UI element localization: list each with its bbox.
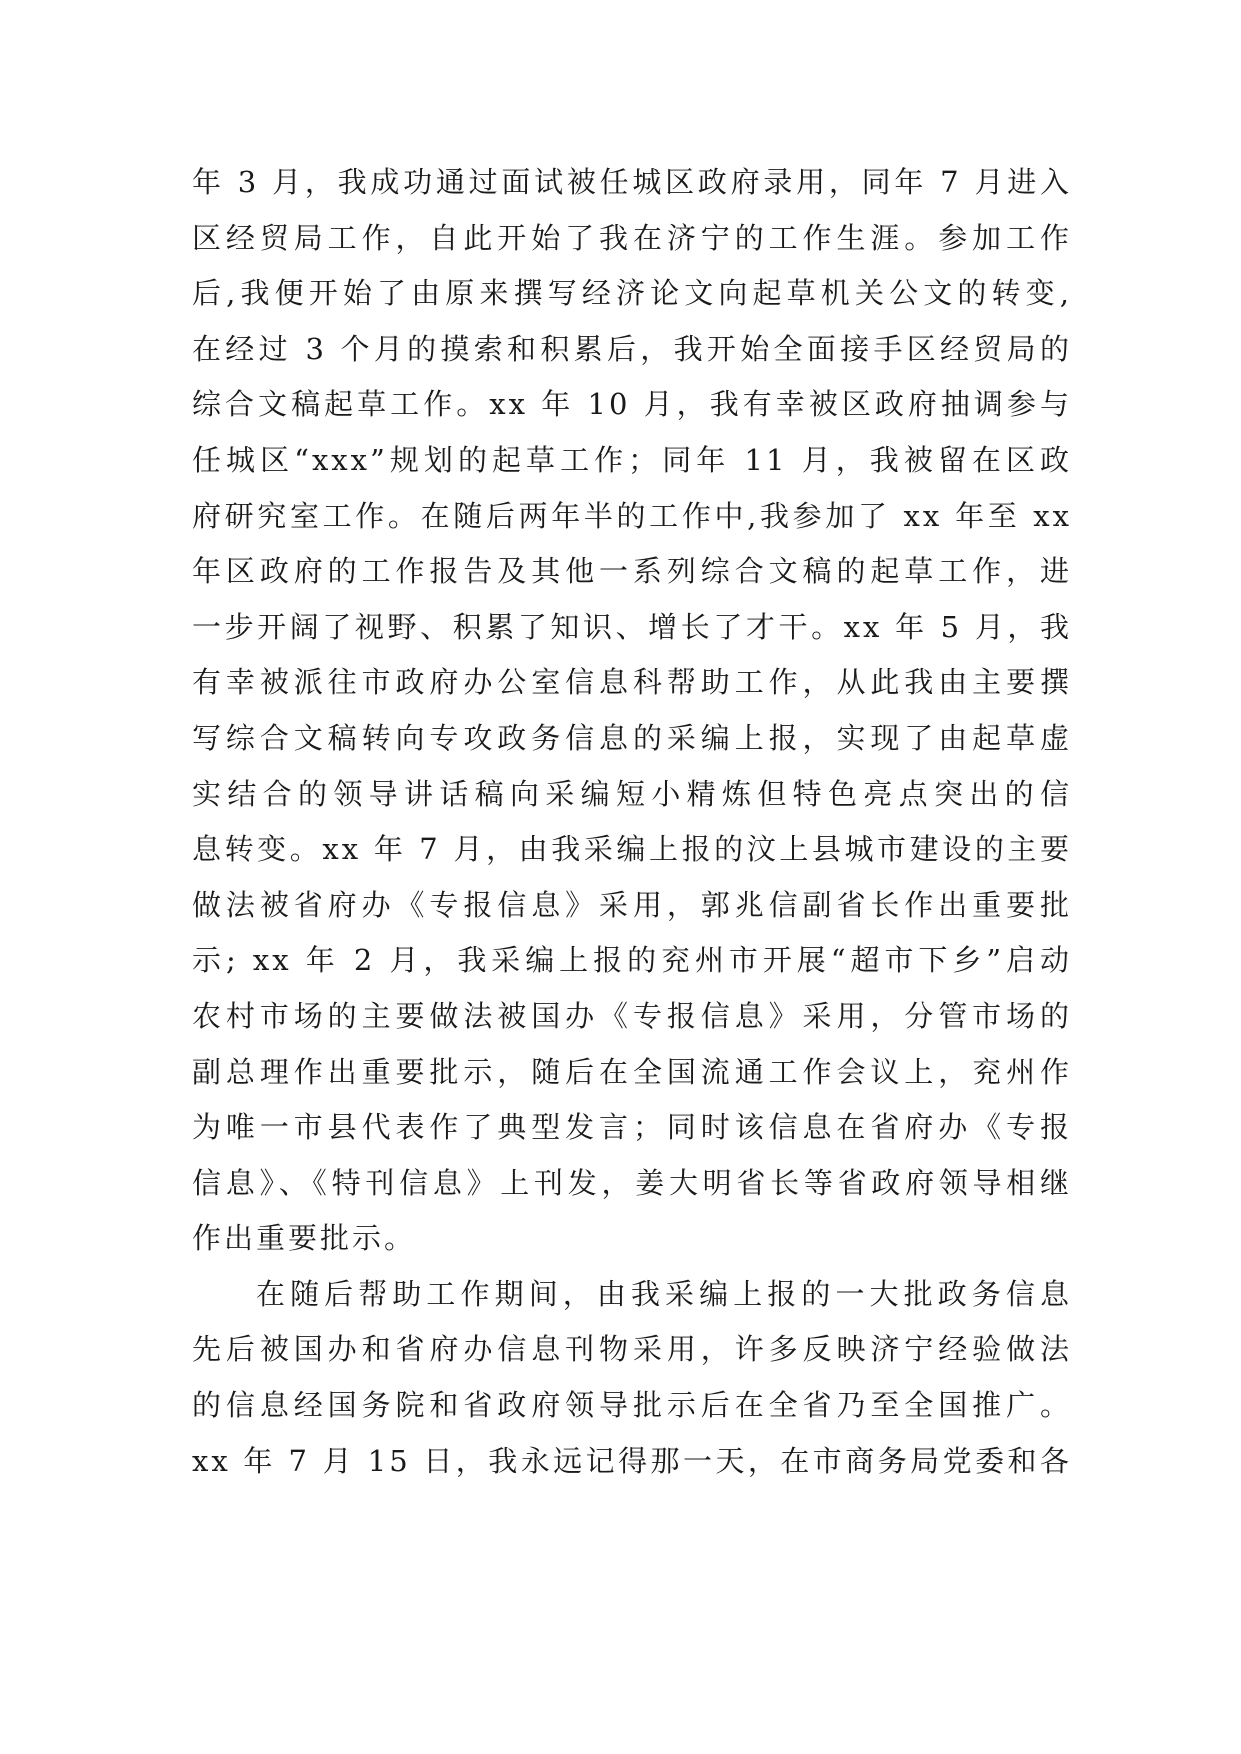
paragraph-first-line: 在随后帮助工作期间，由我采编上报的一大批政务信息 [256, 1276, 1072, 1311]
text-line: 综合文稿起草工作。xx 年 10 月，我有幸被区政府抽调参与 [192, 387, 1072, 422]
text-line: 一步开阔了视野、积累了知识、增长了才干。xx 年 5 月，我 [192, 609, 1072, 644]
text-line: 息转变。xx 年 7 月，由我采编上报的汶上县城市建设的主要 [192, 832, 1072, 867]
text-line: xx 年 7 月 15 日，我永远记得那一天，在市商务局党委和各 [192, 1443, 1072, 1478]
text-line: 示; xx 年 2 月，我采编上报的兖州市开展“超市下乡”启动 [192, 943, 1072, 978]
text-line: 年 3 月，我成功通过面试被任城区政府录用，同年 7 月进入 [192, 165, 1072, 199]
text-line: 先后被国办和省府办信息刊物采用，许多反映济宁经验做法 [192, 1332, 1072, 1367]
text-line: 农村市场的主要做法被国办《专报信息》采用，分管市场的 [192, 998, 1072, 1033]
text-line: 的信息经国务院和省政府领导批示后在全省乃至全国推广。 [192, 1388, 1072, 1423]
text-line: 为唯一市县代表作了典型发言；同时该信息在省府办《专报 [192, 1110, 1072, 1145]
text-line: 区经贸局工作，自此开始了我在济宁的工作生涯。参加工作 [192, 220, 1072, 255]
text-line: 年区政府的工作报告及其他一系列综合文稿的起草工作，进 [192, 554, 1072, 589]
text-line: 写综合文稿转向专攻政务信息的采编上报，实现了由起草虚 [192, 720, 1072, 755]
text-line: 副总理作出重要批示，随后在全国流通工作会议上，兖州作 [192, 1054, 1072, 1089]
text-line: 做法被省府办《专报信息》采用，郭兆信副省长作出重要批 [192, 887, 1072, 922]
text-line: 实结合的领导讲话稿向采编短小精炼但特色亮点突出的信 [192, 776, 1072, 811]
text-line: 在经过 3 个月的摸索和积累后，我开始全面接手区经贸局的 [192, 331, 1072, 366]
text-line: 任城区“xxx”规划的起草工作；同年 11 月，我被留在区政 [192, 442, 1072, 477]
text-line: 后,我便开始了由原来撰写经济论文向起草机关公文的转变, [192, 276, 1072, 311]
text-line: 信息》、《特刊信息》上刊发，姜大明省长等省政府领导相继 [192, 1165, 1072, 1200]
document-body [192, 155, 1072, 1489]
text-line: 作出重要批示。 [192, 1221, 417, 1256]
text-line: 府研究室工作。在随后两年半的工作中,我参加了 xx 年至 xx [192, 498, 1072, 533]
text-line: 有幸被派往市政府办公室信息科帮助工作，从此我由主要撰 [192, 665, 1072, 700]
